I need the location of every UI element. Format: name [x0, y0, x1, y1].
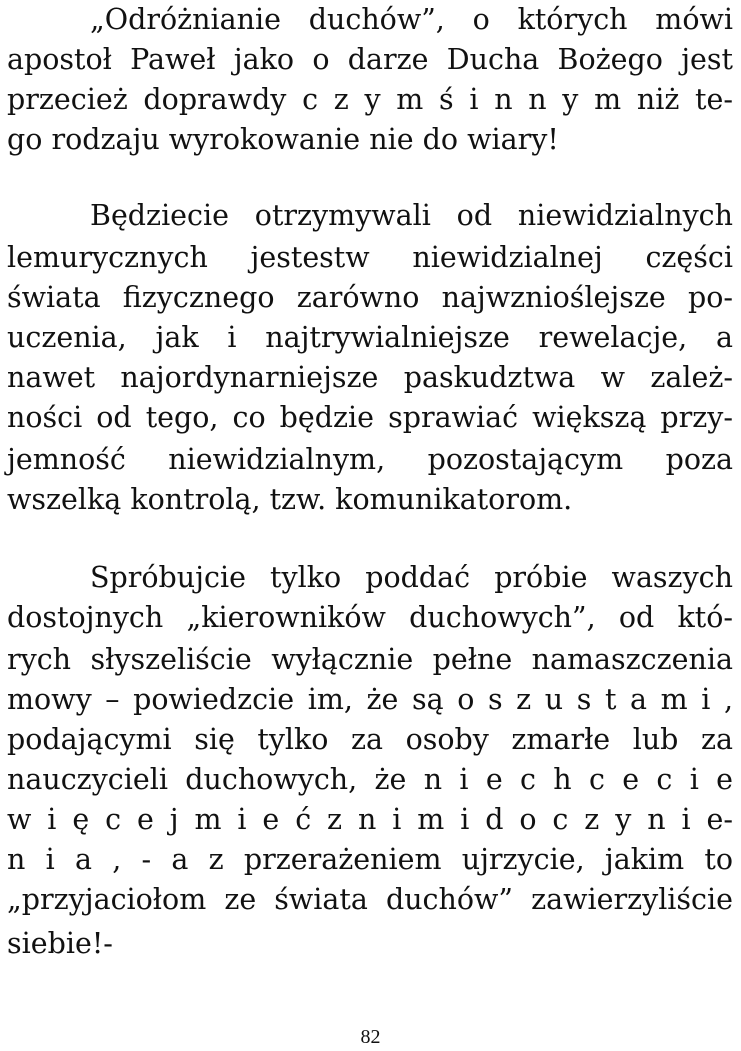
paragraph-3-line-8: n i a , - a z przerażeniem ujrzycie, jakim to [7, 843, 733, 876]
paragraph-2-line-4: uczenia, jak i najtrywialniejsze rewelacje, a [7, 321, 733, 354]
paragraph-3-line-3: rych słyszeliście wyłącznie pełne namaszczenia [7, 643, 733, 676]
page-number: 82 [360, 1026, 381, 1048]
paragraph-2-line-6: ności od tego, co będzie sprawiać większą przy- [7, 401, 733, 434]
paragraph-3-line-7: w i ę c e j m i e ć z n i m i d o c z y n i e- [7, 803, 733, 836]
paragraph-2-line-5: nawet najordynarniejsze paskudztwa w zależ- [7, 361, 733, 394]
paragraph-1-line-4: go rodzaju wyrokowanie nie do wiary! [7, 123, 559, 156]
paragraph-3-line-10: siebie!- [7, 927, 113, 960]
paragraph-2-line-7: jemność niewidzialnym, pozostającym poza [7, 443, 733, 476]
paragraph-1-line-1: „Odróżnianie duchów”, o których mówi [90, 3, 733, 36]
paragraph-3-line-2: dostojnych „kierowników duchowych”, od któ- [7, 601, 733, 634]
paragraph-2-line-3: świata fizycznego zarówno najwznioślejsze po- [7, 281, 733, 314]
paragraph-3-line-5: podającymi się tylko za osoby zmarłe lub za [7, 723, 733, 756]
paragraph-3-line-9: „przyjaciołom ze świata duchów” zawierzyliście [7, 883, 733, 916]
paragraph-3-line-4: mowy – powiedzcie im, że są o s z u s t a m i , [7, 683, 733, 716]
paragraph-2-line-1: Będziecie otrzymywali od niewidzialnych [90, 199, 733, 232]
paragraph-2-line-8: wszelką kontrolą, tzw. komunikatorom. [7, 483, 573, 516]
paragraph-1-line-3: przecież doprawdy c z y m ś i n n y m niż te- [7, 83, 733, 116]
paragraph-3-line-6: nauczycieli duchowych, że n i e c h c e c i e [7, 763, 733, 796]
paragraph-1-line-2: apostoł Paweł jako o darze Ducha Bożego jest [7, 43, 733, 76]
paragraph-2-line-2: lemurycznych jestestw niewidzialnej części [7, 241, 733, 274]
paragraph-3-line-1: Spróbujcie tylko poddać próbie waszych [90, 561, 733, 594]
